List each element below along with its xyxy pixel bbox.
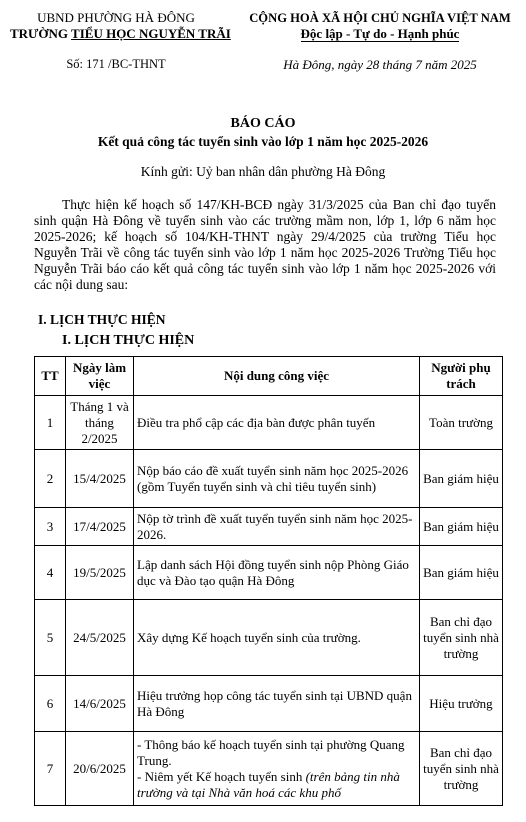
row-task [134,732,420,806]
row-task-line2-text: - Niêm yết Kế hoạch tuyển sinh [137,768,306,784]
table-header-row [35,357,503,396]
row-date: 17/4/2025 [66,508,134,546]
table-row [35,676,503,732]
row-person: Ban chỉ đạo tuyển sinh nhà trường [420,732,503,806]
table-row [35,600,503,676]
header-date: Ngày làm việc [66,357,134,396]
row-tt: 4 [35,546,66,600]
section-heading-repeat: I. LỊCH THỰC HIỆN [62,333,195,348]
row-task: Nộp báo cáo đề xuất tuyển sinh năm học 2025-2026 (gồm Tuyển tuyển sinh và chỉ tiêu tuyển sinh) [134,450,420,508]
row-person: Ban giám hiệu [420,546,503,600]
row-tt: 7 [35,732,66,806]
header-task: Nội dung công việc [134,357,420,396]
row-tt: 2 [35,450,66,508]
intro-text: Thực hiện kế hoạch số 147/KH-BCĐ ngày 31/3/2025 của Ban chỉ đạo tuyển sinh quận Hà Đông về tuyển sinh vào các trường mầm non, lớp 1, lớp 6 năm học 2025-2026; kế hoạch số 104/KH-THNT ngày 29/4/2025 của trường Tiểu học Nguyễn Trãi về công tác tuyển sinh vào lớp 1 năm học 2025-2026 Trường Tiểu học Nguyễn Trãi báo cáo kết quả công tác tuyển sinh vào lớp 1 năm học 2025-2026 với các nội dung sau: [34,197,496,292]
issuer-school-name: TIỂU HỌC NGUYỄN TRÃI [71,26,231,41]
issuer-ward: UBND PHƯỜNG HÀ ĐÔNG [37,10,195,25]
table-row [35,396,503,450]
schedule-table [34,356,503,806]
row-date: 14/6/2025 [66,676,134,732]
recipient-line: Kính gửi: Uỷ ban nhân dân phường Hà Đông [140,164,386,179]
row-task-line2-italic: (trên bảng tin nhà trường và tại Nhà văn hoá các khu phố [137,768,400,800]
table-row [35,732,503,806]
issuer-school-prefix: TRƯỜNG [10,26,72,41]
intro-paragraph [34,197,496,293]
row-task-line2 [137,769,416,801]
document-subtitle: Kết quả công tác tuyển sinh vào lớp 1 năm học 2025-2026 [97,134,429,149]
national-title: CỘNG HOÀ XÃ HỘI CHỦ NGHĨA VIỆT NAM [249,11,511,25]
header-person: Người phụ trách [420,357,503,396]
table-row [35,508,503,546]
row-tt: 3 [35,508,66,546]
row-date: 19/5/2025 [66,546,134,600]
row-person: Ban giám hiệu [420,450,503,508]
row-date: Tháng 1 và tháng 2/2025 [66,396,134,450]
row-task: Xây dựng Kế hoạch tuyển sinh của trường. [134,600,420,676]
section-heading: I. LỊCH THỰC HIỆN [38,312,166,327]
row-tt: 5 [35,600,66,676]
row-date: 24/5/2025 [66,600,134,676]
national-motto: Độc lập - Tự do - Hạnh phúc [300,26,460,41]
row-person: Ban giám hiệu [420,508,503,546]
row-person: Hiệu trưởng [420,676,503,732]
document-date: Hà Đông, ngày 28 tháng 7 năm 2025 [283,57,477,72]
header-tt: TT [35,357,66,396]
row-task: Điều tra phổ cập các địa bàn được phân tuyến [134,396,420,450]
table-row [35,450,503,508]
issuer-block [10,10,231,72]
row-task-line1: - Thông báo kế hoạch tuyển sinh tại phường Quang Trung. [137,736,405,768]
national-motto-wrap [240,26,520,42]
row-tt: 1 [35,396,66,450]
issuer-school [10,26,231,42]
row-date: 15/4/2025 [66,450,134,508]
table-row [35,546,503,600]
row-task: Hiệu trưởng họp công tác tuyển sinh tại UBND quận Hà Đông [134,676,420,732]
national-block [240,10,520,72]
document-title: BÁO CÁO [230,116,296,131]
row-person: Toàn trường [420,396,503,450]
row-task: Lập danh sách Hội đồng tuyển sinh nộp Phòng Giáo dục và Đào tạo quận Hà Đông [134,546,420,600]
row-person: Ban chỉ đạo tuyển sinh nhà trường [420,600,503,676]
row-tt: 6 [35,676,66,732]
document-number: Số: 171 /BC-THNT [66,57,166,71]
row-date: 20/6/2025 [66,732,134,806]
row-task: Nộp tờ trình đề xuất tuyển tuyển sinh năm học 2025-2026. [134,508,420,546]
